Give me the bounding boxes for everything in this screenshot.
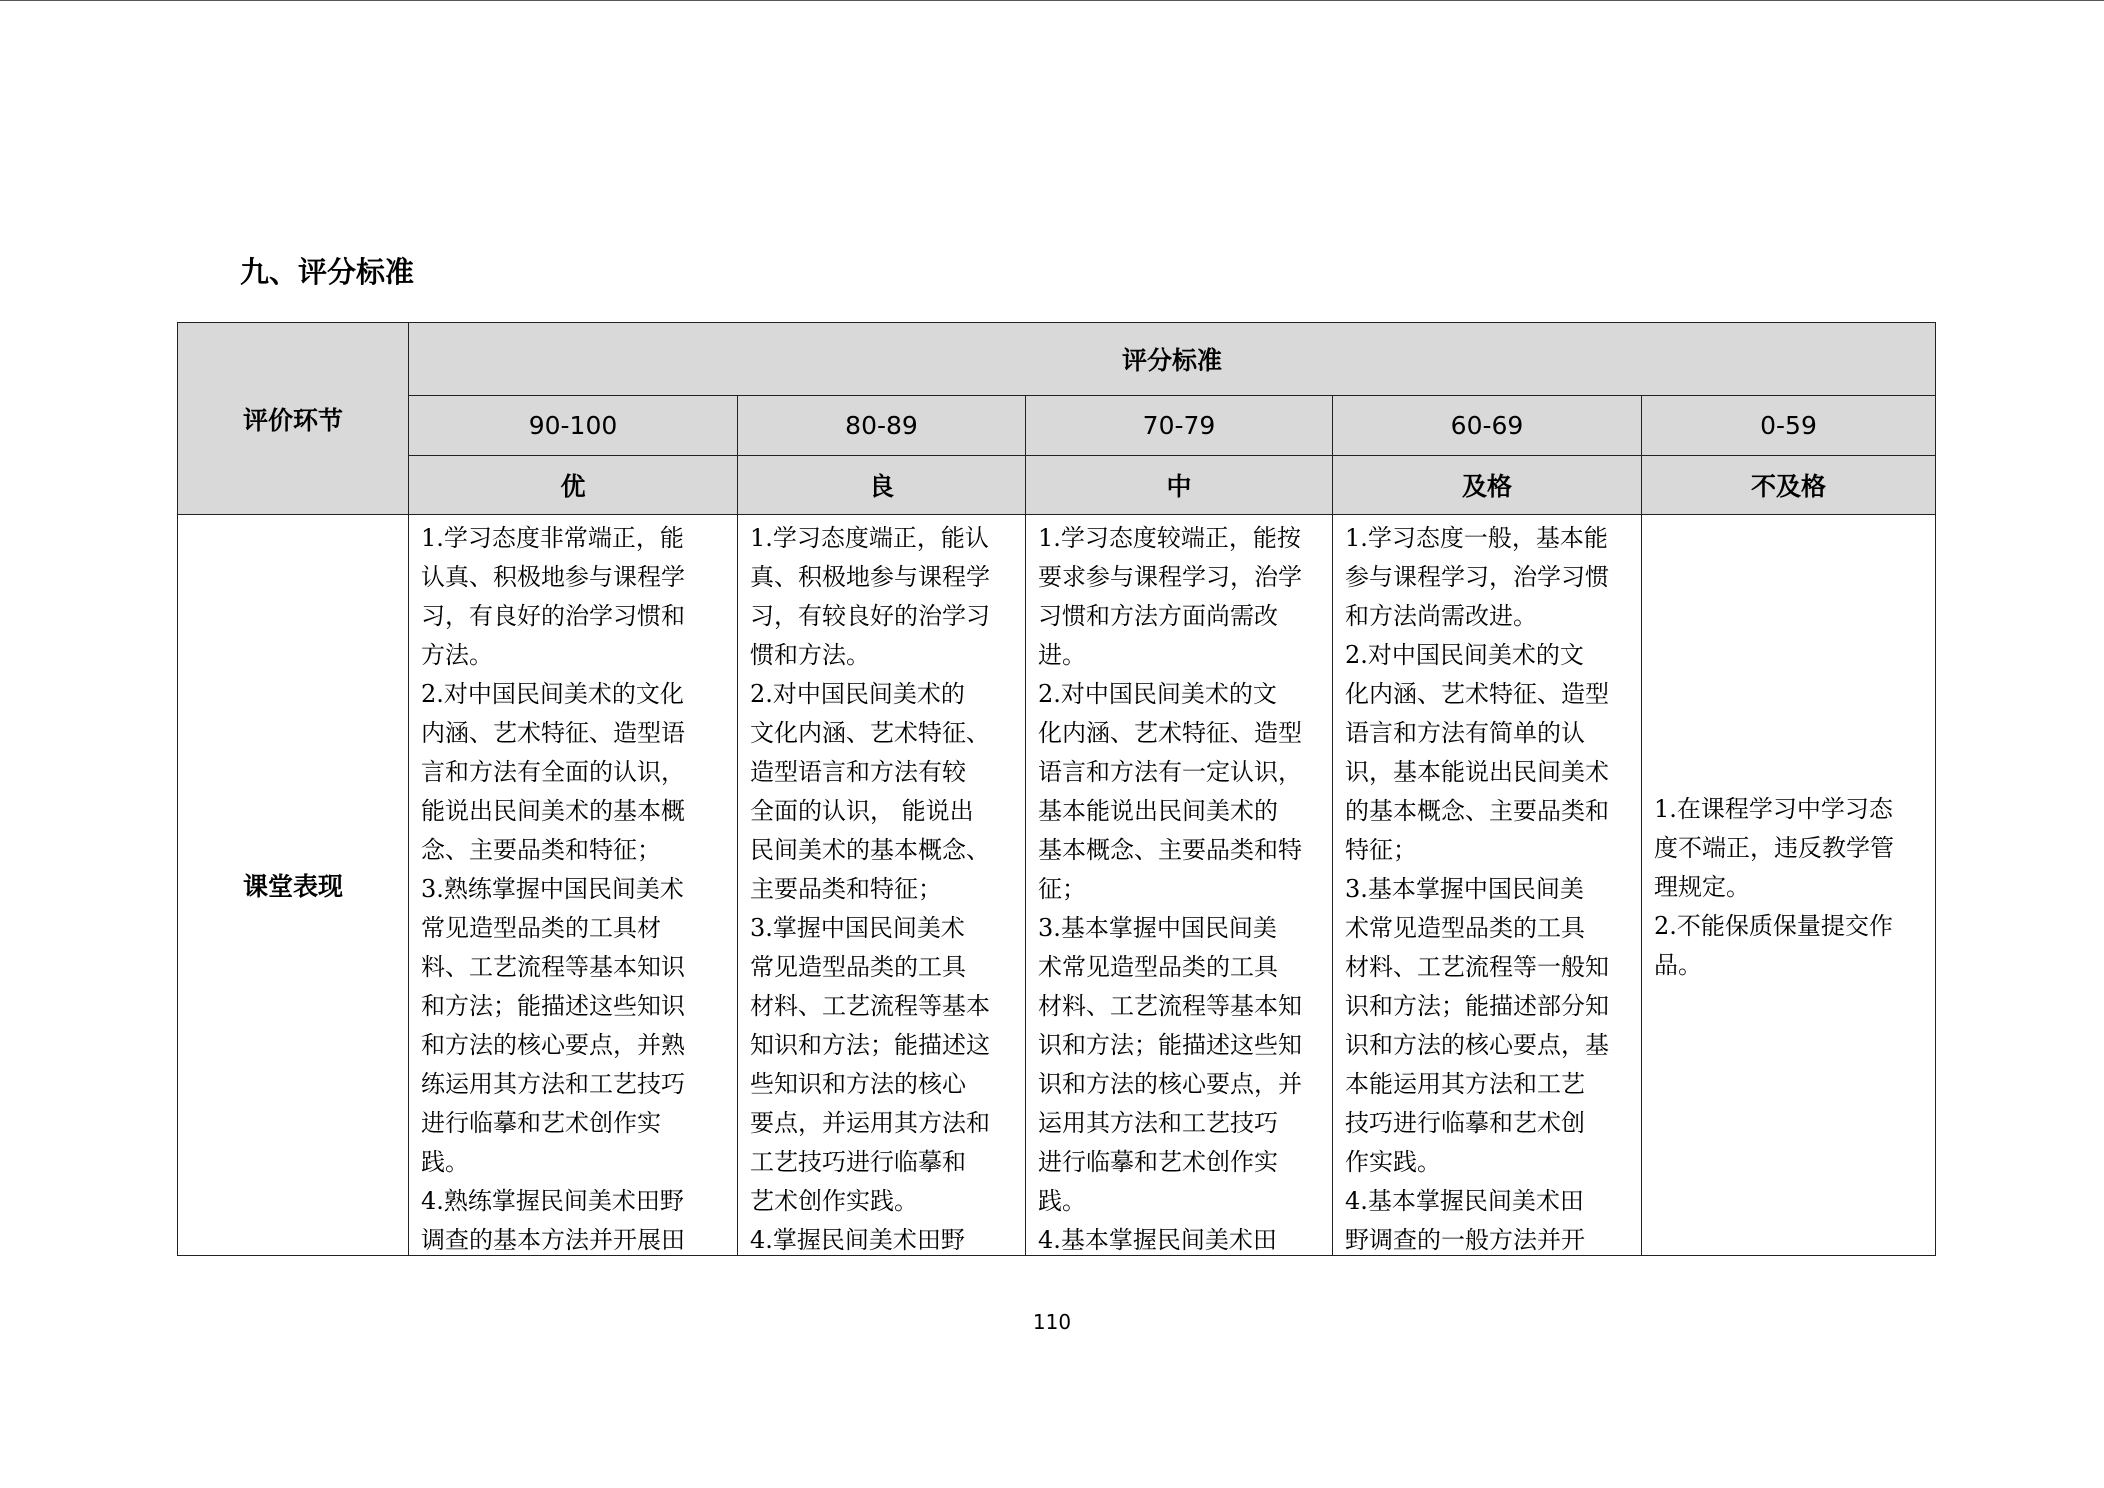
criteria-text-line: 习，有较良好的治学习 (750, 602, 990, 630)
criteria-text-line: 2.对中国民间美术的 (750, 680, 965, 708)
grade-header: 不及格 (1642, 456, 1936, 515)
criteria-text-line: 识和方法的核心要点，并 (1038, 1070, 1302, 1098)
criteria-text-line: 品。 (1654, 950, 1702, 979)
criteria-text-line: 常见造型品类的工具材 (421, 914, 661, 942)
criteria-text-line: 工艺技巧进行临摹和 (750, 1148, 966, 1176)
grade-header: 优 (409, 456, 738, 515)
criteria-text-line: 4.熟练掌握民间美术田野 (421, 1187, 684, 1215)
criteria-cell-average (1026, 515, 1333, 1256)
criteria-text-line: 化内涵、艺术特征、造型 (1038, 719, 1302, 747)
criteria-text-line: 和方法的核心要点，并熟 (421, 1031, 685, 1059)
criteria-text-line: 和方法尚需改进。 (1345, 602, 1537, 630)
criteria-text-line: 惯和方法。 (750, 641, 870, 669)
criteria-cell-pass (1333, 515, 1642, 1256)
criteria-text-line: 习惯和方法方面尚需改 (1038, 602, 1278, 630)
criteria-text-line: 语言和方法有一定认识， (1038, 758, 1302, 786)
criteria-text-line: 3.熟练掌握中国民间美术 (421, 875, 684, 903)
grade-header: 良 (738, 456, 1026, 515)
criteria-text-line: 术常见造型品类的工具 (1345, 914, 1585, 942)
score-range-header: 80-89 (738, 396, 1026, 456)
criteria-text-line: 进。 (1038, 641, 1086, 669)
criteria-text-line: 进行临摹和艺术创作实 (421, 1109, 661, 1137)
criteria-text-line: 本能运用其方法和工艺 (1345, 1070, 1585, 1098)
score-range-header: 90-100 (409, 396, 738, 456)
criteria-text-line: 3.基本掌握中国民间美 (1038, 914, 1277, 942)
criteria-text-line: 调查的基本方法并开展田 (421, 1226, 685, 1251)
criteria-text-line: 进行临摹和艺术创作实 (1038, 1148, 1278, 1176)
criteria-text-line: 料、工艺流程等基本知识 (421, 953, 685, 981)
criteria-text-line: 要求参与课程学习，治学 (1038, 563, 1302, 591)
criteria-text-line: 1.学习态度一般，基本能 (1345, 524, 1608, 552)
criteria-text-line: 和方法；能描述这些知识 (421, 992, 685, 1020)
criteria-text-line: 的基本概念、主要品类和 (1345, 797, 1609, 825)
criteria-text-line: 能说出民间美术的基本概 (421, 797, 685, 825)
criteria-text-line: 要点，并运用其方法和 (750, 1109, 990, 1137)
criteria-text-line: 内涵、艺术特征、造型语 (421, 719, 685, 747)
grade-header: 中 (1026, 456, 1333, 515)
criteria-text-line: 2.对中国民间美术的文 (1345, 641, 1584, 669)
criteria-text-line: 技巧进行临摹和艺术创 (1345, 1109, 1585, 1137)
score-range-header: 60-69 (1333, 396, 1642, 456)
group-header-grading-criteria: 评分标准 (409, 323, 1936, 396)
criteria-text-line: 习，有良好的治学习惯和 (421, 602, 685, 630)
criteria-text-line: 践。 (1038, 1187, 1086, 1215)
criteria-text-line: 主要品类和特征； (750, 875, 942, 903)
row-header-evaluation-stage: 评价环节 (178, 323, 409, 515)
criteria-text-line: 认真、积极地参与课程学 (421, 563, 685, 591)
criteria-text-line: 造型语言和方法有较 (750, 758, 966, 786)
row-label: 课堂表现 (178, 515, 409, 1256)
criteria-text-line: 1.学习态度端正，能认 (750, 524, 989, 552)
criteria-text-line: 3.掌握中国民间美术 (750, 914, 965, 942)
criteria-text-line: 基本能说出民间美术的 (1038, 797, 1278, 825)
criteria-text-line: 野调查的一般方法并开 (1345, 1226, 1585, 1251)
criteria-text-line: 材料、工艺流程等一般知 (1345, 953, 1609, 981)
criteria-text-line: 民间美术的基本概念、 (750, 836, 990, 864)
criteria-text-line: 材料、工艺流程等基本 (750, 992, 990, 1020)
criteria-text-line: 识和方法；能描述部分知 (1345, 992, 1609, 1020)
criteria-text-line: 识和方法的核心要点，基 (1345, 1031, 1609, 1059)
section-title: 九、评分标准 (240, 255, 415, 289)
criteria-text-line: 4.基本掌握民间美术田 (1345, 1187, 1584, 1215)
criteria-text-line: 度不端正，违反教学管 (1654, 833, 1894, 862)
criteria-text-line: 2.对中国民间美术的文化 (421, 680, 684, 708)
criteria-text-line: 念、主要品类和特征； (421, 836, 661, 864)
criteria-text-line: 知识和方法；能描述这 (750, 1031, 990, 1059)
table-row (178, 515, 1936, 1256)
criteria-text-line: 言和方法有全面的认识， (421, 758, 685, 786)
criteria-text-line: 参与课程学习，治学习惯 (1345, 563, 1609, 591)
criteria-text-line: 1.学习态度非常端正，能 (421, 524, 684, 552)
criteria-text-line: 识和方法；能描述这些知 (1038, 1031, 1302, 1059)
criteria-text-line: 些知识和方法的核心 (750, 1070, 966, 1098)
criteria-cell-excellent (409, 515, 738, 1256)
criteria-text-line: 识，基本能说出民间美术 (1345, 758, 1609, 786)
criteria-text-line: 运用其方法和工艺技巧 (1038, 1109, 1278, 1137)
grade-header: 及格 (1333, 456, 1642, 515)
criteria-cell-fail (1642, 515, 1936, 1256)
criteria-text-line: 术常见造型品类的工具 (1038, 953, 1278, 981)
criteria-text-line: 4.掌握民间美术田野 (750, 1226, 965, 1251)
criteria-text-line: 理规定。 (1654, 872, 1750, 901)
criteria-text-line: 践。 (421, 1148, 469, 1176)
criteria-text-line: 征； (1038, 875, 1086, 903)
criteria-text-line: 2.对中国民间美术的文 (1038, 680, 1277, 708)
criteria-text-line: 3.基本掌握中国民间美 (1345, 875, 1584, 903)
criteria-text-line: 常见造型品类的工具 (750, 953, 966, 981)
page-number: 110 (1032, 1310, 1072, 1334)
criteria-text-line: 材料、工艺流程等基本知 (1038, 992, 1302, 1020)
criteria-text-line: 4.基本掌握民间美术田 (1038, 1226, 1277, 1251)
criteria-text-line: 艺术创作实践。 (750, 1187, 918, 1215)
criteria-text-line: 真、积极地参与课程学 (750, 563, 990, 591)
criteria-text-line: 基本概念、主要品类和特 (1038, 836, 1302, 864)
criteria-text-line: 1.在课程学习中学习态 (1654, 794, 1893, 823)
score-range-header: 70-79 (1026, 396, 1333, 456)
criteria-cell-good (738, 515, 1026, 1256)
criteria-text-line: 练运用其方法和工艺技巧 (421, 1070, 685, 1098)
criteria-text-line: 语言和方法有简单的认 (1345, 719, 1585, 747)
criteria-text-line: 文化内涵、艺术特征、 (750, 719, 990, 747)
criteria-text-line: 1.学习态度较端正，能按 (1038, 524, 1301, 552)
criteria-text-line: 特征； (1345, 836, 1417, 864)
criteria-text-line: 作实践。 (1345, 1148, 1441, 1176)
criteria-text-line: 方法。 (421, 641, 493, 669)
grading-rubric-table (177, 322, 1936, 1256)
score-range-header: 0-59 (1642, 396, 1936, 456)
criteria-text-line: 全面的认识， 能说出 (750, 797, 974, 825)
criteria-text-line: 化内涵、艺术特征、造型 (1345, 680, 1609, 708)
page-top-border (0, 0, 2104, 1)
criteria-text-line: 2.不能保质保量提交作 (1654, 911, 1893, 940)
